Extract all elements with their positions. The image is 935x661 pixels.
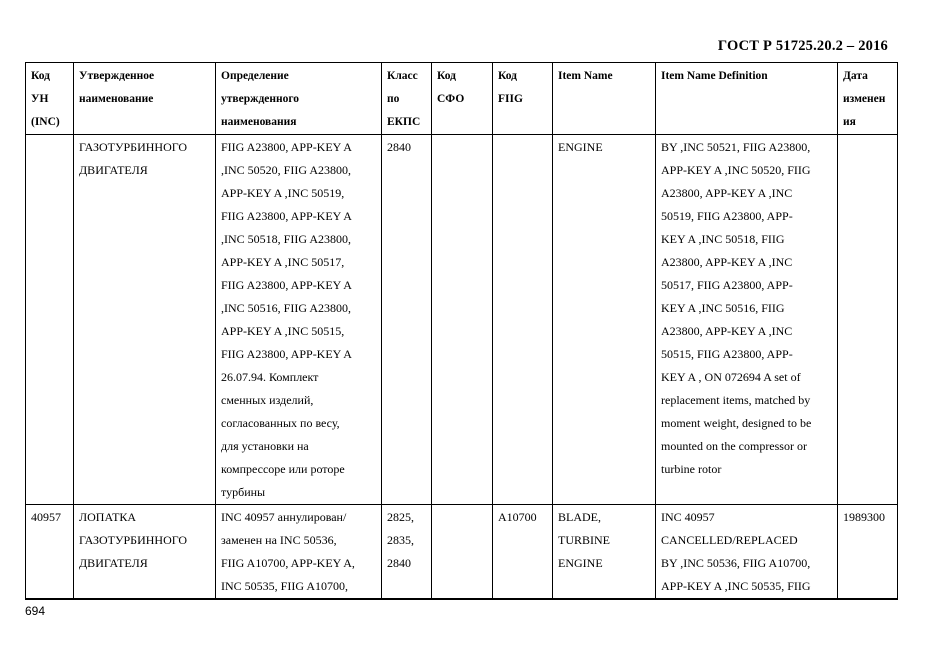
header-item-name-definition: Item Name Definition — [656, 63, 838, 135]
cell-approved-name: ГАЗОТУРБИННОГО ДВИГАТЕЛЯ — [74, 135, 216, 505]
cell-fiig-code — [493, 135, 553, 505]
cell-ekps-class: 2840 — [382, 135, 432, 505]
table-header-row — [26, 63, 898, 135]
table-row — [26, 135, 898, 505]
cell-approved-name: ЛОПАТКА ГАЗОТУРБИННОГО ДВИГАТЕЛЯ — [74, 505, 216, 600]
cell-fiig-code: A10700 — [493, 505, 553, 600]
header-approved-name: Утвержденное наименование — [74, 63, 216, 135]
cell-item-name: BLADE, TURBINE ENGINE — [553, 505, 656, 600]
cell-sfo-code — [432, 505, 493, 600]
document-standard-header: ГОСТ Р 51725.20.2 – 2016 — [717, 38, 888, 54]
catalog-table — [25, 62, 898, 600]
cell-sfo-code — [432, 135, 493, 505]
cell-change-date — [838, 135, 898, 505]
cell-inc-code — [26, 135, 74, 505]
cell-inc-code: 40957 — [26, 505, 74, 600]
header-name-definition: Определение утвержденного наименования — [216, 63, 382, 135]
cell-ekps-class: 2825, 2835, 2840 — [382, 505, 432, 600]
cell-change-date: 1989300 — [838, 505, 898, 600]
header-ekps-class: Класс по ЕКПС — [382, 63, 432, 135]
table-row — [26, 505, 898, 600]
cell-name-definition: INC 40957 аннулирован/ заменен на INC 50536, FIIG A10700, APP-KEY A, INC 50535, FIIG A10700, — [216, 505, 382, 600]
header-fiig-code: Код FIIG — [493, 63, 553, 135]
cell-item-name: ENGINE — [553, 135, 656, 505]
cell-item-name-definition: INC 40957 CANCELLED/REPLACED BY ,INC 50536, FIIG A10700, APP-KEY A ,INC 50535, FIIG — [656, 505, 838, 600]
header-change-date: Дата изменен ия — [838, 63, 898, 135]
page-number: 694 — [25, 604, 46, 618]
cell-name-definition: FIIG A23800, APP-KEY A ,INC 50520, FIIG A23800, APP-KEY A ,INC 50519, FIIG A23800, APP-KEY A ,INC 50518, FIIG A23800, APP-KEY A ,INC 50517, FIIG A23800, APP-KEY A ,INC 50516, FIIG A23800, APP-KEY A ,INC 50515, FIIG A23800, APP-KEY A 26.07.94. Комплект сменных изделий, согласованных по весу, для установки на компрессоре или роторе турбины — [216, 135, 382, 505]
header-inc-code: Код УН (INC) — [26, 63, 74, 135]
header-item-name: Item Name — [553, 63, 656, 135]
header-sfo-code: Код СФО — [432, 63, 493, 135]
cell-item-name-definition: BY ,INC 50521, FIIG A23800, APP-KEY A ,INC 50520, FIIG A23800, APP-KEY A ,INC 50519, FIIG A23800, APP- KEY A ,INC 50518, FIIG A23800, APP-KEY A ,INC 50517, FIIG A23800, APP- KEY A ,INC 50516, FIIG A23800, APP-KEY A ,INC 50515, FIIG A23800, APP- KEY A , ON 072694 A set of replacement items, matched by moment weight, designed to be mounted on the compressor or turbine rotor — [656, 135, 838, 505]
